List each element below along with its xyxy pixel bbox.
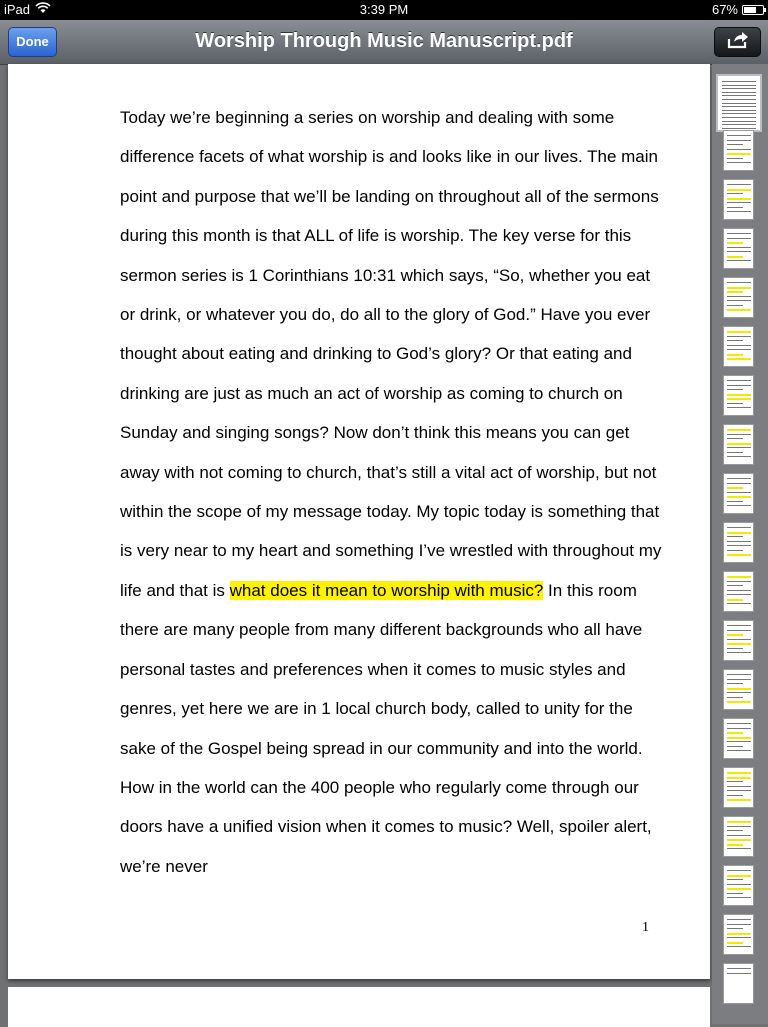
thumbnail-text-line bbox=[727, 345, 751, 346]
thumbnail-text-line bbox=[727, 639, 751, 640]
thumbnail-text-line bbox=[727, 581, 751, 582]
body-text-segment: In this room there are many people from many different backgrounds who all have personal tastes and preferences when it comes to music styles and genres, yet here we are in 1 local church body, called to unity for the sake of the Gospel being spread in our community and into the world. How in the world can the 400 people who regularly come through our doors have a unified vision when it comes to music? Well, spoiler alert, we’re never bbox=[120, 580, 652, 876]
thumbnail-text-line bbox=[727, 541, 751, 542]
thumbnail-text-line bbox=[727, 933, 751, 935]
thumbnail-text-line bbox=[727, 429, 751, 431]
thumbnail-text-line bbox=[727, 968, 751, 969]
thumbnail-text-line bbox=[727, 456, 751, 457]
thumbnail-text-line bbox=[727, 256, 743, 258]
thumbnail-text-line bbox=[727, 550, 743, 551]
thumbnail-text-line bbox=[727, 501, 743, 502]
thumbnail-text-line bbox=[727, 835, 751, 836]
thumbnail-text-line bbox=[727, 505, 751, 506]
thumbnail-text-line bbox=[727, 331, 751, 333]
thumbnail-text-line bbox=[727, 643, 751, 645]
thumbnail-text-line bbox=[722, 103, 756, 104]
page-thumbnail[interactable] bbox=[723, 424, 754, 465]
thumbnail-text-line bbox=[727, 790, 751, 791]
thumbnail-text-line bbox=[727, 723, 751, 724]
page-thumbnail[interactable] bbox=[723, 767, 754, 808]
page-thumbnail[interactable] bbox=[723, 473, 754, 514]
thumbnail-text-line bbox=[727, 545, 751, 546]
page-thumbnail[interactable] bbox=[723, 228, 754, 269]
thumbnail-text-line bbox=[727, 483, 751, 484]
page-thumbnail[interactable] bbox=[723, 326, 754, 367]
thumbnail-text-line bbox=[722, 85, 756, 86]
thumbnail-text-line bbox=[727, 879, 743, 880]
thumbnail-text-line bbox=[727, 336, 751, 337]
thumbnail-text-line bbox=[727, 942, 743, 944]
thumbnail-text-line bbox=[727, 340, 743, 341]
thumbnail-text-line bbox=[727, 799, 751, 801]
thumbnail-text-line bbox=[722, 117, 756, 118]
device-name: iPad bbox=[4, 2, 31, 17]
battery-fill bbox=[744, 7, 756, 13]
thumbnail-text-line bbox=[727, 349, 751, 350]
thumbnail-text-line bbox=[727, 848, 751, 849]
page-thumbnail[interactable] bbox=[723, 522, 754, 563]
thumbnail-text-line bbox=[727, 358, 751, 360]
thumbnail-text-line bbox=[727, 251, 751, 252]
page-body-text bbox=[120, 98, 665, 886]
thumbnail-text-line bbox=[727, 434, 751, 435]
thumbnail-text-line bbox=[727, 140, 751, 141]
navigation-bar bbox=[0, 20, 768, 65]
thumbnail-text-line bbox=[722, 124, 756, 125]
thumbnail-text-line bbox=[722, 106, 756, 107]
thumbnail-text-line bbox=[727, 893, 743, 894]
thumbnail-text-line bbox=[727, 924, 751, 925]
thumbnail-text-line bbox=[727, 728, 751, 729]
thumbnail-text-line bbox=[727, 153, 751, 155]
thumbnail-text-line bbox=[727, 554, 751, 556]
page-thumbnail[interactable] bbox=[723, 620, 754, 661]
thumbnail-text-line bbox=[727, 697, 743, 698]
thumbnail-text-line bbox=[727, 746, 743, 747]
thumbnail-text-line bbox=[727, 594, 751, 595]
thumbnail-text-line bbox=[727, 247, 751, 248]
thumbnail-text-line bbox=[727, 532, 751, 534]
thumbnail-text-line bbox=[727, 438, 743, 439]
document-title: Worship Through Music Manuscript.pdf bbox=[195, 30, 573, 52]
thumbnail-text-line bbox=[727, 839, 751, 841]
thumbnail-text-line bbox=[727, 158, 743, 159]
thumbnail-text-line bbox=[727, 603, 751, 604]
page-number: 1 bbox=[642, 920, 649, 935]
thumbnail-text-line bbox=[727, 135, 751, 136]
thumbnail-text-line bbox=[727, 309, 751, 311]
page-thumbnail[interactable] bbox=[723, 718, 754, 759]
thumbnail-text-line bbox=[727, 777, 751, 779]
thumbnail-text-line bbox=[727, 398, 751, 400]
page-thumbnail[interactable] bbox=[723, 865, 754, 906]
thumbnail-text-line bbox=[727, 291, 743, 293]
thumbnail-text-line bbox=[727, 394, 751, 396]
page-thumbnail-strip[interactable] bbox=[712, 64, 768, 1024]
thumbnail-text-line bbox=[727, 403, 743, 404]
thumbnail-text-line bbox=[727, 630, 751, 631]
page-thumbnail[interactable] bbox=[723, 277, 754, 318]
thumbnail-text-line bbox=[722, 110, 756, 111]
thumbnail-text-line bbox=[727, 884, 751, 885]
thumbnail-text-line bbox=[722, 113, 756, 114]
thumbnail-text-line bbox=[727, 875, 751, 877]
thumbnail-text-line bbox=[727, 242, 743, 244]
thumbnail-text-line bbox=[727, 652, 751, 653]
page-thumbnail[interactable] bbox=[723, 963, 754, 1004]
thumbnail-text-line bbox=[727, 870, 751, 871]
thumbnail-text-line bbox=[727, 599, 743, 601]
thumbnail-text-line bbox=[727, 452, 743, 453]
thumbnail-text-line bbox=[727, 821, 751, 823]
thumbnail-text-line bbox=[727, 683, 743, 684]
thumbnail-text-line bbox=[727, 741, 751, 742]
thumbnail-text-line bbox=[727, 211, 751, 212]
thumbnail-text-line bbox=[727, 487, 743, 489]
thumbnail-text-line bbox=[727, 443, 751, 445]
thumbnail-text-line bbox=[727, 648, 743, 649]
thumbnail-text-line bbox=[727, 492, 751, 493]
thumbnail-text-line bbox=[727, 385, 751, 386]
thumbnail-text-line bbox=[727, 189, 751, 191]
thumbnail-text-line bbox=[727, 144, 743, 145]
thumbnail-text-line bbox=[727, 772, 751, 774]
thumbnail-text-line bbox=[727, 282, 751, 283]
thumbnail-text-line bbox=[727, 207, 743, 208]
thumbnail-text-line bbox=[727, 688, 751, 690]
thumbnail-text-line bbox=[727, 692, 751, 693]
thumbnail-text-line bbox=[727, 536, 743, 537]
thumbnail-text-line bbox=[727, 238, 751, 239]
thumbnail-text-line bbox=[727, 590, 751, 591]
thumbnail-text-line bbox=[727, 634, 743, 636]
page-thumbnail[interactable] bbox=[723, 816, 754, 857]
thumbnail-text-line bbox=[727, 737, 751, 739]
next-pdf-page[interactable] bbox=[8, 987, 710, 1027]
thumbnail-text-line bbox=[727, 193, 743, 194]
thumbnail-text-line bbox=[722, 92, 756, 93]
thumbnail-text-line bbox=[727, 305, 743, 306]
battery-icon bbox=[742, 5, 764, 15]
thumbnail-text-line bbox=[727, 844, 743, 846]
body-text-segment: Today we’re beginning a series on worship and dealing with some difference facets of what worship is and looks like in our lives. The main point and purpose that we’ll be landing on throughout all of the sermons during this month is that ALL of life is worship. The key verse for this sermon series is 1 Corinthians 10:31 which says, “So, whether you eat or drink, or whatever you do, do all to the glory of God.” Have you ever thought about eating and drinking to God’s glory? Or that eating and drinking are just as much an act of worship as coming to church on Sunday and singing songs? Now don’t think this means you can get away with not coming to church, that’s still a vital act of worship, but not within the scope of my message today. My topic today is something that is very near to my heart and something I’ve wrestled with throughout my life and that is bbox=[120, 108, 662, 600]
thumbnail-text-line bbox=[727, 888, 751, 890]
page-thumbnail[interactable] bbox=[723, 179, 754, 220]
thumbnail-text-line bbox=[722, 95, 756, 96]
thumbnail-text-line bbox=[727, 496, 751, 498]
thumbnail-text-line bbox=[727, 897, 751, 898]
thumbnail-text-line bbox=[727, 407, 751, 408]
share-button[interactable] bbox=[714, 27, 761, 57]
thumbnail-text-line bbox=[722, 99, 756, 100]
thumbnail-text-line bbox=[727, 750, 751, 751]
thumbnail-text-line bbox=[727, 674, 751, 675]
thumbnail-text-line bbox=[727, 380, 751, 381]
status-time: 3:39 PM bbox=[359, 2, 409, 17]
thumbnail-text-line bbox=[727, 576, 751, 578]
thumbnail-text-line bbox=[727, 296, 751, 297]
thumbnail-text-line bbox=[727, 585, 743, 586]
thumbnail-text-line bbox=[727, 233, 751, 234]
thumbnail-text-line bbox=[727, 287, 751, 289]
status-bar bbox=[0, 0, 768, 20]
thumbnail-text-line bbox=[722, 121, 756, 122]
thumbnail-text-line bbox=[727, 919, 751, 920]
thumbnail-text-line bbox=[727, 162, 751, 163]
thumbnail-text-line bbox=[727, 795, 743, 796]
page-thumbnail[interactable] bbox=[723, 914, 754, 955]
thumbnail-text-line bbox=[727, 928, 743, 929]
thumbnail-text-line bbox=[727, 781, 743, 782]
thumbnail-text-line bbox=[727, 300, 751, 301]
thumbnail-text-line bbox=[727, 354, 743, 356]
share-arrow-icon bbox=[726, 30, 750, 55]
thumbnail-text-line bbox=[727, 826, 751, 827]
thumbnail-text-line bbox=[722, 81, 756, 82]
pdf-page[interactable] bbox=[8, 64, 710, 979]
thumbnail-text-line bbox=[727, 732, 743, 734]
thumbnail-text-line bbox=[727, 184, 751, 185]
thumbnail-text-line bbox=[727, 786, 751, 787]
thumbnail-text-line bbox=[727, 149, 751, 150]
thumbnail-text-line bbox=[727, 625, 751, 626]
thumbnail-text-line bbox=[722, 128, 756, 129]
thumbnail-text-line bbox=[727, 447, 751, 448]
thumbnail-text-line bbox=[727, 260, 751, 261]
thumbnail-text-line bbox=[727, 830, 743, 831]
page-thumbnail[interactable] bbox=[723, 669, 754, 710]
page-thumbnail[interactable] bbox=[723, 130, 754, 171]
thumbnail-text-line bbox=[727, 198, 751, 200]
thumbnail-text-line bbox=[727, 202, 751, 203]
thumbnail-text-line bbox=[727, 701, 751, 703]
thumbnail-text-line bbox=[727, 389, 743, 390]
thumbnail-text-line bbox=[727, 937, 751, 938]
done-button[interactable]: Done bbox=[8, 27, 57, 57]
page-thumbnail-current[interactable] bbox=[718, 76, 760, 130]
battery-percent: 67% bbox=[711, 2, 738, 17]
thumbnail-text-line bbox=[727, 527, 751, 528]
thumbnail-text-line bbox=[722, 88, 756, 89]
thumbnail-text-line bbox=[727, 946, 751, 947]
highlighted-text: what does it mean to worship with music? bbox=[229, 580, 544, 600]
thumbnail-text-line bbox=[727, 973, 751, 974]
page-thumbnail[interactable] bbox=[723, 571, 754, 612]
page-thumbnail[interactable] bbox=[723, 375, 754, 416]
thumbnail-text-line bbox=[727, 478, 751, 479]
thumbnail-text-line bbox=[727, 679, 751, 680]
